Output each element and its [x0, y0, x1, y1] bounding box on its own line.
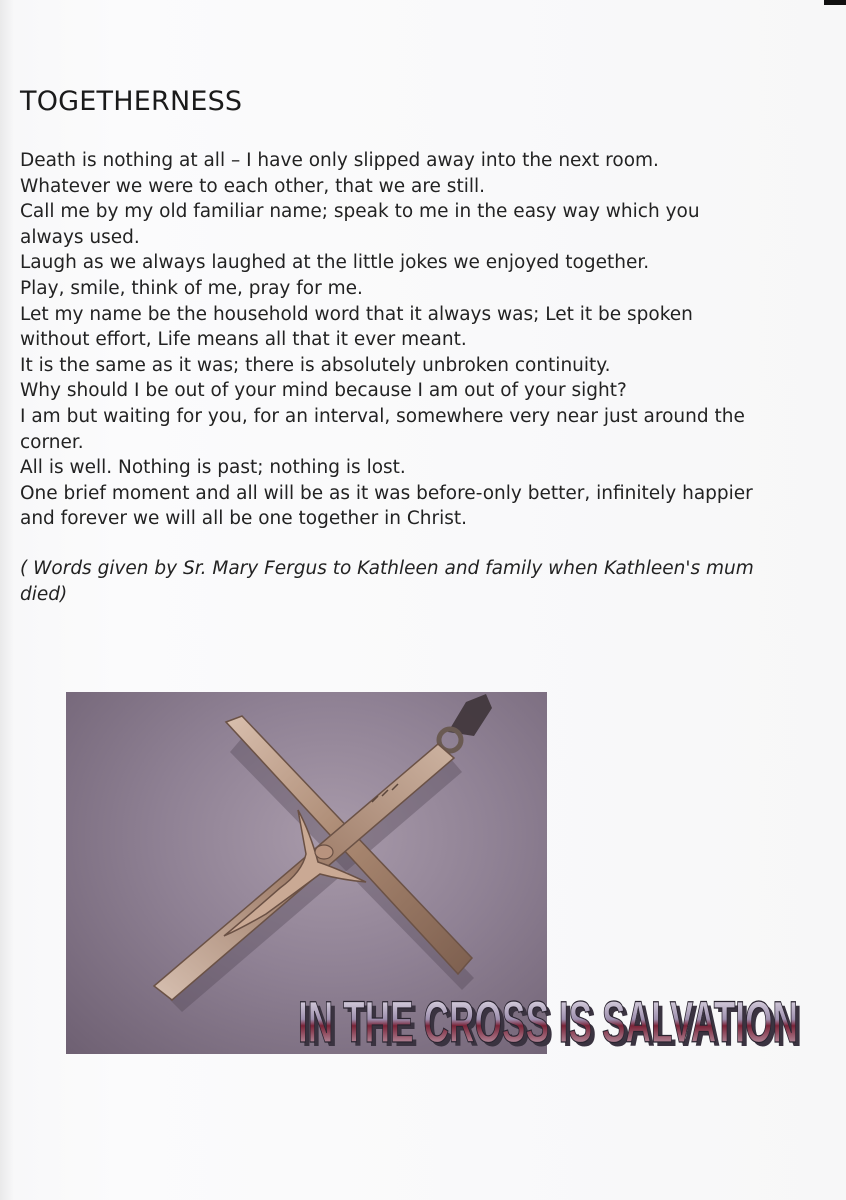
- attribution-line: died): [20, 583, 68, 605]
- poem-text: [20, 148, 820, 532]
- poem-line: and forever we will all be one together in Christ.: [20, 508, 467, 530]
- salvation-banner: [292, 984, 804, 1054]
- banner-text: IN THE CROSS IS SALVATION: [298, 990, 798, 1054]
- poem-line: Play, smile, think of me, pray for me.: [20, 277, 363, 299]
- page-title: TOGETHERNESS: [20, 86, 243, 117]
- poem-line: Call me by my old familiar name; speak to me in the easy way which you: [20, 201, 700, 223]
- poem-line: without effort, Life means all that it ever meant.: [20, 329, 467, 351]
- banner-shadow: IN THE CROSS IS SALVATION: [302, 994, 802, 1054]
- poem-line: Why should I be out of your mind because I am out of your sight?: [20, 380, 627, 402]
- attribution-note: [20, 556, 820, 607]
- poem-line: I am but waiting for you, for an interval, somewhere very near just around the: [20, 405, 745, 427]
- poem-line: One brief moment and all will be as it was before-only better, infinitely happier: [20, 482, 753, 504]
- poem-line: Laugh as we always laughed at the little jokes we enjoyed together.: [20, 252, 650, 274]
- poem-line: always used.: [20, 226, 140, 248]
- poem-line: All is well. Nothing is past; nothing is lost.: [20, 457, 406, 479]
- poem-line: Let my name be the household word that it always was; Let it be spoken: [20, 303, 693, 325]
- poem-line: corner.: [20, 431, 84, 453]
- poem-line: It is the same as it was; there is absolutely unbroken continuity.: [20, 354, 611, 376]
- poem-line: Whatever we were to each other, that we are still.: [20, 175, 486, 197]
- poem-line: Death is nothing at all – I have only slipped away into the next room.: [20, 150, 659, 171]
- scan-corner-mark: [824, 0, 846, 5]
- attribution-line: ( Words given by Sr. Mary Fergus to Kathleen and family when Kathleen's mum: [20, 558, 754, 579]
